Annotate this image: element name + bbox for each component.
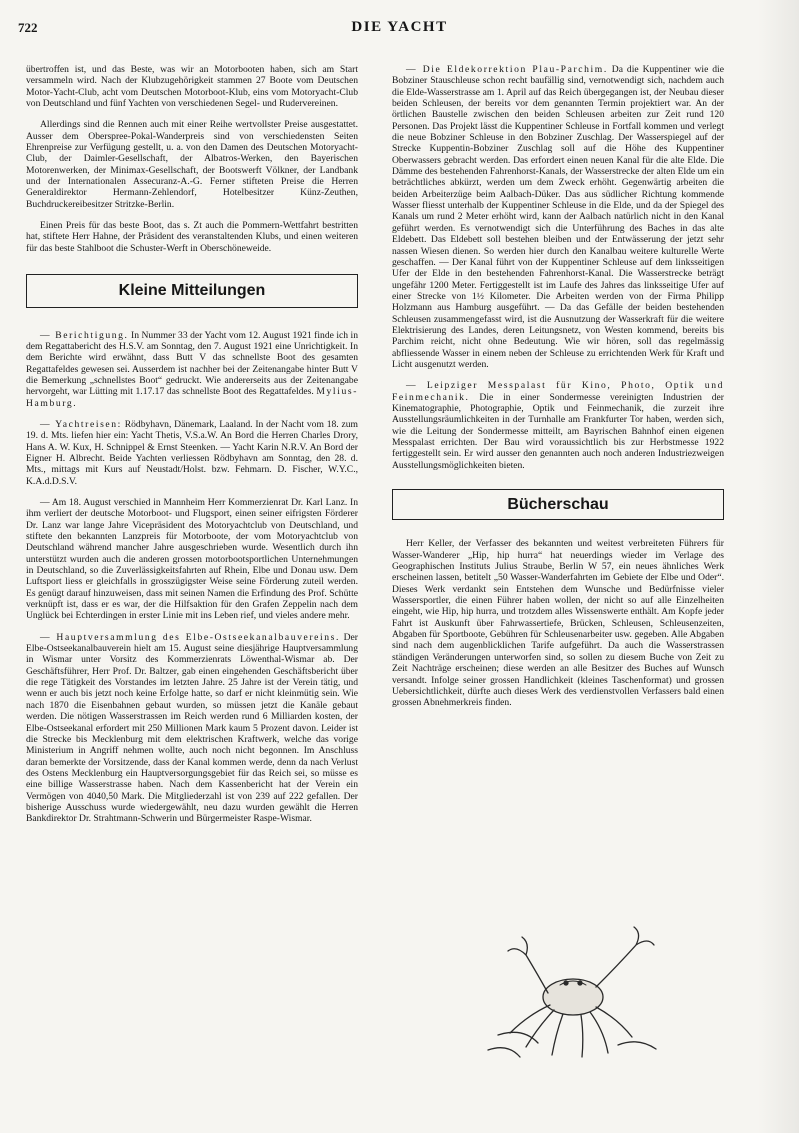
notice-lead: — Yachtreisen: bbox=[40, 418, 122, 430]
notice-body: Die in einer Sondermesse vereinigten Industrien der Kinematographie, Photographie, Optik und Feinmechanik, die zurzeit ihre Ausstellungsräumlichkeiten in der Turnhalle am Frankfurter Tor haben, werden sich, wie die Leitung der Sondermesse mitteilt, am Bayrischen Bahnhof einen eigenen Messpalast errichten. Der Bau wird voraussichtlich bis zur Herbstmesse 1922 fertiggestellt sein. Er wird ausser den genannten auch noch anderen Industriezweigen Ausstellungsmöglichkeiten bieten. bbox=[392, 391, 724, 471]
notice-lead: — Berichtigung. bbox=[40, 329, 129, 341]
right-column bbox=[392, 64, 724, 709]
left-column bbox=[26, 64, 358, 825]
notice-berichtigung bbox=[26, 330, 358, 409]
crab-illustration bbox=[468, 915, 668, 1070]
section-heading-buecherschau bbox=[392, 489, 724, 520]
notice-eldekorrektion bbox=[392, 64, 724, 370]
notice-lead: — Hauptversammlung des Elbe-Ostseekanalbauvereins. bbox=[40, 631, 340, 643]
section-heading-kleine-mitteilungen bbox=[26, 274, 358, 307]
notice-hauptversammlung bbox=[26, 632, 358, 825]
notice-obituary-lanz: — Am 18. August verschied in Mannheim Herr Kommerzienrat Dr. Karl Lanz. In ihm verliert der deutsche Motorboot- und Flugsport, einen seiner eifrigsten Förderer Dr. Lanz war lange Jahre Vicepräsident des Motoryachtclub von Deutschland, und stiftete den bekannten Lanzpreis für Motorboote, der vom Motoryachtclub von Deutschland während mancher Jahre ausgeschrieben wurde. Wesentlich durch ihn unterstützt wurden auch die anderen grossen motorbootsportlichen Unternehmungen in Deutschland, so die Zuverlässigkeitsfahrten auf Rhein, Elbe und Donau usw. Dem Luftsport liess er gleichfalls in grosszügigster Weise seine Förderung zuteil werden. Es genügt darauf hinzuweisen, dass mit seinen Namen die Erfindung des Prof. Schütte verknüpft ist, dass er es war, der die Hilfsaktion für den Grafen Zeppelin nach dem Unglück bei Echterdingen in erster Linie mit ins Leben rief, und vieles andere mehr. bbox=[26, 496, 358, 622]
notice-messpalast bbox=[392, 380, 724, 471]
book-review: Herr Keller, der Verfasser des bekannten und weitest verbreiteten Führers für Wasser-Wanderer „Hip, hip hurra“ hat neuerdings wieder im Verlage des Geographischen Instituts Julius Straube, Berlin W 57, ein neues ähnliches Werk erscheinen lassen, betitelt „50 Wasser-Wanderfahrten im Gebiete der Elbe und Oder“. Dieses Werk verdankt sein Entstehen dem Wunsche und Bedürfnisse vieler Wassersportler, die einen Führer haben wollen, der nicht so auf alle Einzelheiten eingeht, wie Hip, hip hurra, und trotzdem alles Wissenswerte enthält. Am Kopfe jeder Fahrt ist Auskunft über Fahrwassertiefe, Brücken, Schleusen, Schleusenzeiten, Abgaben für Sportboote, Gebühren für Schleusenarbeiter usw. gegeben. Alle Abgaben sind nach dem augenblicklichen Tarife aufgeführt. Da auch die Wasserstrassen ständigen Veränderungen unterworfen sind, so sollen zu diesem Buche von Zeit zu Zeit Nachträge erscheinen; diese werden an alle Besitzer des Buches auf Wunsch versandt. Infolge seiner grossen Handlichkeit (kleines Taschenformat) und grossen Uebersichtlichkeit, dürfte auch dieses Werk des verdienstvollen Verfassers bald einen grossen Abnehmerkreis finden. bbox=[392, 538, 724, 709]
notice-body: Der Elbe-Ostseekanalbauverein hielt am 15. August seine diesjährige Hauptversammlung in Wismar unter Vorsitz des Kommerzienrats Löwenthal-Wismar ab. Der Geschäftsführer, Herr Prof. Dr. Baltzer, gab einen eingehenden Geschäftsbericht über die rege Tätigkeit des Vorstandes im letzten Jahre. 25 Jahre ist der Verein tätig, und wenn er auch bis jetzt noch keine Erfolge hatte, so darf er nicht kleinmütig sein. Wie nach 1870 die Eisenbahnen gebaut wurden, so müssen jetzt die Kanäle gebaut werden. Die nötigen Wasserstrassen im Reich werden rund 6 Milliarden kosten, der Elbe-Ostseekanal erfordert mit 250 Millionen Mark kaum 5 Prozent davon. Leider ist die Strecke bis Mecklenburg mit dem elektrischen Kraftwerk, welche das vorige Ministerium in Angriff nehmen wollte, auch noch nicht begonnen. Im Anschluss daran bemerkte der Vorsitzende, dass der Kanal kommen werde, denn da nach Verlust des Ostens Mecklenburg ein Hauptversorgungsgebiet für das Reich sei, so müsse es eine billige Wasserstrasse haben. Nach dem Kassenbericht hat der Verein ein Vermögen von 4040,50 Mark. Die Mitgliederzahl ist von 239 auf 222 gefallen. Der bisherige Ausschuss wurde wiedergewählt, neu dazu wurden gewählt die Herren Bankdirektor Dr. Strahtmann-Schwerin und Bürgermeister Raspe-Wismar. bbox=[26, 631, 359, 825]
notice-lead: — Leipziger Messpalast für Kino, Photo, Optik und Feinmechanik. bbox=[392, 380, 724, 403]
page-edge bbox=[758, 0, 799, 1133]
running-title: DIE YACHT bbox=[351, 19, 448, 35]
section-title: Kleine Mitteilungen bbox=[118, 282, 266, 300]
notice-body: In Nummer 33 der Yacht vom 12. August 1921 finde ich in dem Regattabericht des H.S.V. am Sonntag, den 7. August 1921 eine Unrichtigkeit. In dem Berichte wird erwähnt, dass Butt V das schnellste Boot des gesamten Regattafeldes gewesen sei. Ausserdem ist nachher bei der Zeitenangabe hinter Butt V die Bemerkung „schnellstes Boot“ gedruckt. Wie andererseits aus der Zeitenangabe hervorgeht, war Lütting mit 1.17.17 das schnellste Boot des Regattafeldes. bbox=[26, 329, 358, 398]
paragraph-prize-boat: Einen Preis für das beste Boot, das s. Zt auch die Pommern-Wettfahrt bestritten hat, stiftete Herr Hahne, der Präsident des veranstaltenden Klubs, und einen weiteren für das beste Stahlboot die Schuster-Werft in Oberschöneweide. bbox=[26, 220, 358, 254]
paragraph-prizes: Allerdings sind die Rennen auch mit einer Reihe wertvollster Preise ausgestattet. Ausser dem Oberspree-Pokal-Wanderpreis sind von verschiedensten Seiten Ehrenpreise zur Verfügung gestellt, u. a. von den Damen des Deutschen Motoryacht-Club, der Daimler-Gesellschaft, der Albatros-Werken, den Bayerischen Motorenwerken, der Minimax-Gesellschaft, der Bootswerft Völkner, der Landbank und der Internationalen Assecuranz-A.-G. Ferner stifteten Preise die Herren Generaldirektor Hermann-Zehlendorf, Hotelbesitzer Künz-Zeuthen, Buchdruckereibesitzer Stritzke-Berlin. bbox=[26, 119, 358, 210]
section-title: Bücherschau bbox=[507, 496, 609, 514]
notice-body: Rödbyhavn, Dänemark, Laaland. In der Nacht vom 18. zum 19. d. Mts. liefen hier ein: Yacht Thetis, V.S.a.W. An Bord die Herren Charles Drory, Hans A. W. Kux, H. Schnippel & Ernst Steenken. — Yacht Karin N.R.V. An Bord der Eigner H. Albrecht. Beide Yachten verliessen Rödbyhavn am Sonntag, den 28. d. Mts., mittags mit Kurs auf Neustadt/Holst. bzw. Fehmarn. D. Fischer, W.Y.C., K.A.d.D.S.V. bbox=[26, 418, 358, 487]
notice-yachtreisen bbox=[26, 419, 358, 487]
notice-lead: — Die Eldekorrektion Plau-Parchim. bbox=[406, 64, 608, 75]
notice-signature: Mylius-Hamburg. bbox=[26, 386, 358, 409]
page-number: 722 bbox=[18, 20, 38, 35]
paragraph-continuation: übertroffen ist, und das Beste, was wir an Motorbooten haben, sich am Start versammeln wird. Nach der Klubzugehörigkeit stammen 27 Boote vom Deutschen Motor-Yacht-Club, acht vom Deutschen Motorboot-Klub, eins vom Motoryacht-Club von Deutschland und fünf Yachten von verschiedenen Segel- und Rudervereinen. bbox=[26, 64, 358, 110]
notice-body: Da die Kuppentiner wie die Bobziner Stauschleuse schon recht baufällig sind, vernotwendigt sich, nachdem auch die Elde-Wasserstrasse am 1. April auf das Reich übergegangen ist, der Neubau dieser beiden Schleusen, der bereits vor dem genannten Termin projektiert war. An der örtlichen Baustelle zwischen den beiden Schleusen arbeiten zur Zeit rund 120 Personen. Das Projekt lässt die Kuppentiner Schleuse in Fortfall kommen und verlegt die neue Bobziner Schleuse in den Bobziner Zuschlag. Der Wasserspiegel auf der Strecke Kuppentin-Bobziner Zuschlag soll auf die Höhe des Kuppentiner Oberwassers gebracht werden. Das erfordert einen neuen Kanal für die alte Elde. Die Dämme des bestehenden Fahrenhorst-Kanals, der Wasserstrecke der alten Elde um ein beträchtliches abkürzt, werden um dem Zweck erhöht. Gegenwärtig arbeiten die beiden Arbeiterzüge beim Aalbach-Düker. Das aus südlicher Richtung kommende Wasser fliesst unterhalb der Kuppentiner Schleuse in die Elde, und da der Spiegel des Kanals um rund 2 Meter erhöht wird, kann der Aalbach natürlich nicht in den Kanal geführt werden. Es vernotwendigt sich die Unterführung des Baches in das alte Eldebett. Das Eldebett soll bestehen bleiben und der Entwässerung der jetzt sehr nassen Wiesen dienen. So werden hier durch den Kanalbau weitere kulturelle Werte geschaffen. — Der Kanal führt von der Kuppentiner Schleuse auf dem linksseitigen Ufer der Elde in den bestehenden Fahrenhorst-Kanal. Die Wasserstrecke beträgt ungefähr 1200 Meter. Fertiggestellt ist im Laufe des Jahres das linksseitige Ufer auf einer Strecke von 1½ Kilometer. Die Arbeiten werden von der Firma Philipp Holzmann aus Hamburg ausgeführt. — Da das Gefälle der beiden bestehenden Schleusen zusammengefasst wird, ist die Ausnutzung der Wasserkraft für die weitere Elektrisierung des Landes, deren Leitungsnetz, von Westen kommend, bereits bis Parchim reicht, nicht ohne Bedeutung. Wie wir hören, soll das regelmässig abfliessende Wasser in einem neben der Schleuse zu errichtenden Werk für Kraft und Licht ausgenutzt werden. bbox=[392, 64, 724, 370]
